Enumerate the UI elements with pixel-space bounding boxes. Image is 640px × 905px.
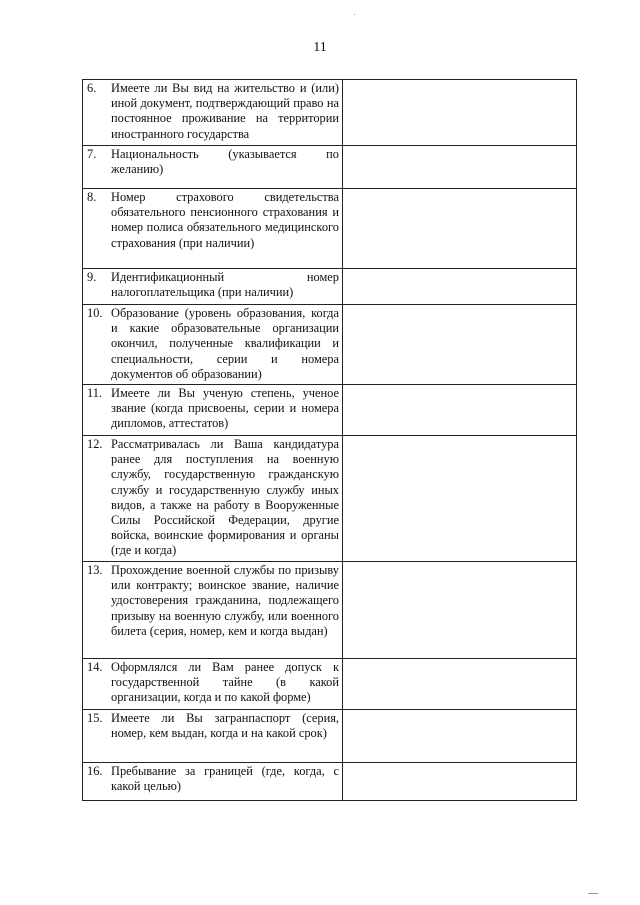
question-text: Пребывание за границей (где, когда, с какой целью) bbox=[111, 764, 339, 794]
table-row bbox=[83, 710, 577, 763]
question-cell bbox=[83, 710, 343, 763]
table-row bbox=[83, 80, 577, 146]
question-text: Идентификационный номер налогоплательщика (при наличии) bbox=[111, 270, 339, 300]
question-number: 13. bbox=[87, 563, 103, 578]
question-cell bbox=[83, 146, 343, 189]
scan-speck bbox=[354, 14, 355, 15]
table-row bbox=[83, 763, 577, 801]
question-number: 6. bbox=[87, 81, 97, 95]
table-row bbox=[83, 269, 577, 305]
question-number: 7. bbox=[87, 147, 97, 161]
question-text: Имеете ли Вы вид на жительство и (или) иной документ, подтверждающий право на постоянное проживание на территории иностранного государства bbox=[111, 81, 339, 141]
question-number: 14. bbox=[87, 660, 103, 675]
question-cell bbox=[83, 305, 343, 385]
question-text: Имеете ли Вы загранпаспорт (серия, номер, кем выдан, когда и на какой срок) bbox=[111, 711, 339, 741]
question-number: 11. bbox=[87, 386, 103, 401]
question-cell bbox=[83, 80, 343, 146]
question-number: 12. bbox=[87, 437, 103, 452]
table-row bbox=[83, 562, 577, 659]
page-number: 11 bbox=[313, 40, 327, 55]
question-cell bbox=[83, 189, 343, 269]
answer-cell[interactable] bbox=[343, 710, 577, 763]
answer-cell[interactable] bbox=[343, 146, 577, 189]
scan-speck bbox=[588, 893, 598, 894]
question-cell bbox=[83, 659, 343, 710]
question-text: Оформлялся ли Вам ранее допуск к государственной тайне (в какой организации, когда и по какой форме) bbox=[111, 660, 339, 705]
table-row bbox=[83, 385, 577, 436]
questionnaire-table bbox=[82, 79, 577, 801]
answer-cell[interactable] bbox=[343, 189, 577, 269]
table-row bbox=[83, 436, 577, 562]
answer-cell[interactable] bbox=[343, 763, 577, 801]
table-row bbox=[83, 305, 577, 385]
question-cell bbox=[83, 436, 343, 562]
question-cell bbox=[83, 385, 343, 436]
question-number: 9. bbox=[87, 270, 97, 284]
question-cell bbox=[83, 269, 343, 305]
answer-cell[interactable] bbox=[343, 562, 577, 659]
question-text: Прохождение военной службы по призыву или контракту; воинское звание, наличие удостоверения гражданина, подлежащего призыву на военную службу, или военного билета (серия, номер, кем и когда выдан) bbox=[111, 563, 339, 638]
question-cell bbox=[83, 562, 343, 659]
question-text: Имеете ли Вы ученую степень, ученое звание (когда присвоены, серии и номера дипломов, аттестатов) bbox=[111, 386, 339, 431]
answer-cell[interactable] bbox=[343, 269, 577, 305]
question-number: 10. bbox=[87, 306, 103, 320]
question-cell bbox=[83, 763, 343, 801]
question-number: 8. bbox=[87, 190, 97, 204]
question-number: 15. bbox=[87, 711, 103, 726]
answer-cell[interactable] bbox=[343, 305, 577, 385]
answer-cell[interactable] bbox=[343, 659, 577, 710]
answer-cell[interactable] bbox=[343, 436, 577, 562]
answer-cell[interactable] bbox=[343, 385, 577, 436]
table-row bbox=[83, 146, 577, 189]
answer-cell[interactable] bbox=[343, 80, 577, 146]
question-text: Национальность (указывается по желанию) bbox=[111, 147, 339, 177]
question-text: Образование (уровень образования, когда и какие образовательные организации окончил, полученные квалификации и специальности, серии и номера документов об образовании) bbox=[111, 306, 339, 381]
table-row bbox=[83, 189, 577, 269]
table-row bbox=[83, 659, 577, 710]
question-text: Номер страхового свидетельства обязательного пенсионного страхования и номер полиса обязательного медицинского страхования (при наличии) bbox=[111, 190, 339, 250]
question-number: 16. bbox=[87, 764, 103, 779]
question-text: Рассматривалась ли Ваша кандидатура ранее для поступления на военную службу, государственную гражданскую службу и государственную службу иных видов, а также на работу в Вооруженные Силы Российской Федерации, другие войска, воинские формирования и органы (где и когда) bbox=[111, 437, 339, 558]
